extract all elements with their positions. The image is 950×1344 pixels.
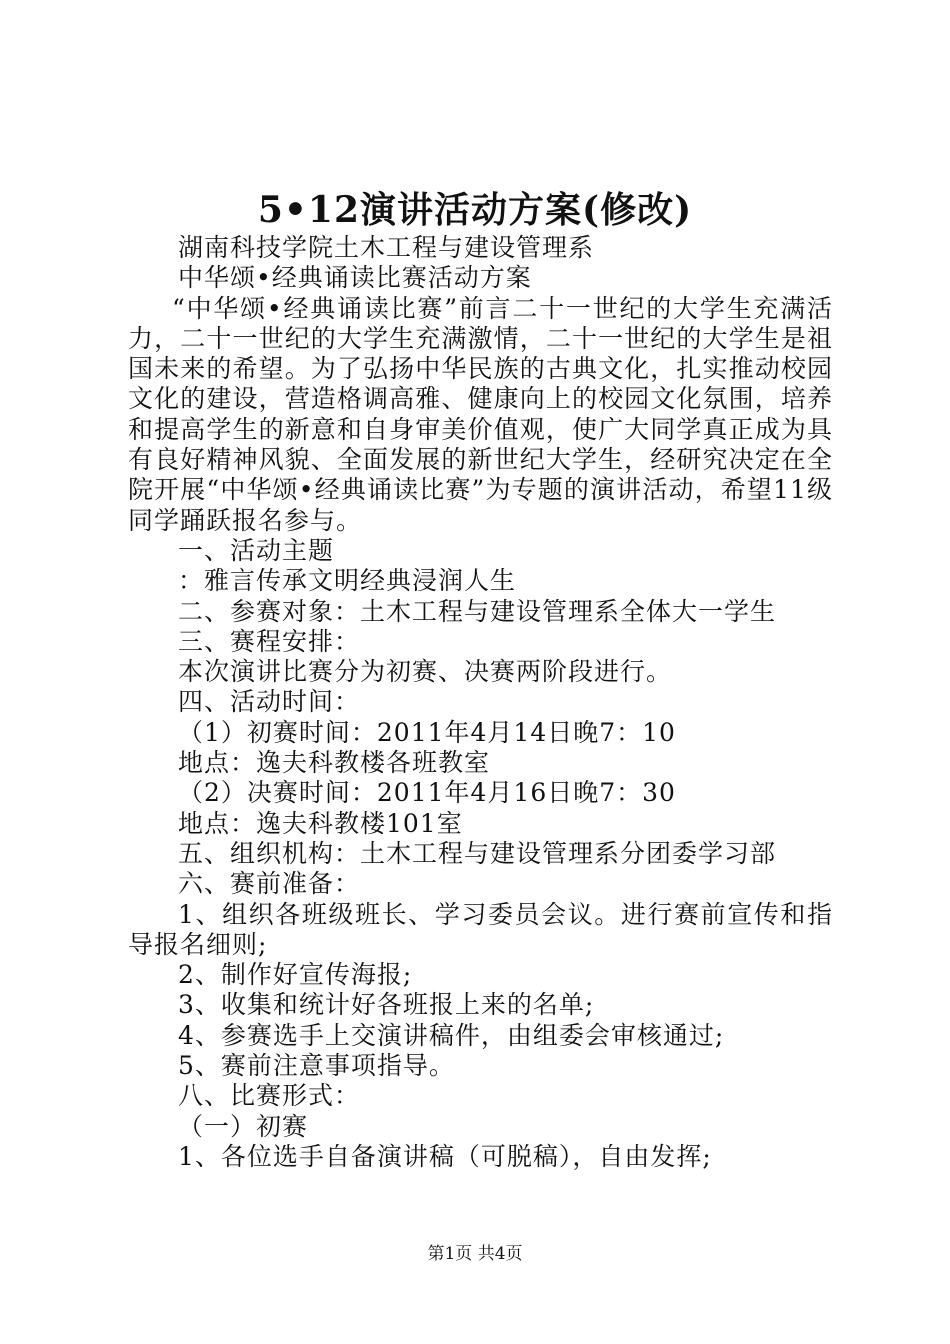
document-body: [128, 233, 833, 1172]
list-item: 5、赛前注意事项指导。: [178, 1051, 455, 1081]
paragraph: “中华颂•经典诵读比赛”前言二十一世纪的大学生充满活力，二十一世纪的大学生充满激情，二十一世纪的大学生是祖国未来的希望。为了弘扬中华民族的古典文化，扎实推动校园文化的建设，营造格调高雅、健康向上的校园文化氛围，培养和提高学生的新意和自身审美价值观，使广大同学真正成为具有良好精神风貌、全面发展的新世纪大学生，经研究决定在全院开展“中华颂•经典诵读比赛”为专题的演讲活动，希望11级同学踊跃报名参与。: [128, 293, 833, 535]
section-heading: 四、活动时间：: [178, 687, 361, 717]
subsection-heading: （一）初赛: [178, 1111, 309, 1141]
page-footer: 第1页 共4页: [427, 1244, 523, 1264]
section-heading: 一、活动主题: [178, 535, 335, 565]
section-heading: 二、参赛对象：土木工程与建设管理系全体大一学生: [178, 596, 777, 626]
list-item: 4、参赛选手上交演讲稿件，由组委会审核通过;: [178, 1020, 725, 1050]
paragraph: 地点：逸夫科教楼各班教室: [178, 748, 491, 778]
list-item: 2、制作好宣传海报;: [178, 960, 413, 990]
section-heading: 五、组织机构：土木工程与建设管理系分团委学习部: [178, 838, 777, 868]
paragraph: （2）决赛时间：2011年4月16日晚7：30: [178, 778, 676, 808]
section-heading: 三、赛程安排：: [178, 626, 361, 656]
list-item: 1、各位选手自备演讲稿（可脱稿），自由发挥;: [178, 1141, 712, 1171]
paragraph: 地点：逸夫科教楼101室: [178, 808, 463, 838]
paragraph: 湖南科技学院土木工程与建设管理系: [178, 233, 595, 262]
paragraph: （1）初赛时间：2011年4月14日晚7：10: [178, 717, 676, 747]
document-title: 5•12演讲活动方案(修改): [257, 189, 693, 231]
paragraph: ：雅言传承文明经典浸润人生: [178, 566, 517, 596]
section-heading: 八、比赛形式：: [178, 1081, 361, 1111]
paragraph: 中华颂•经典诵读比赛活动方案: [178, 263, 532, 293]
list-item: 1、组织各班级班长、学习委员会议。进行赛前宣传和指导报名细则;: [128, 899, 833, 959]
section-heading: 六、赛前准备：: [178, 869, 361, 899]
list-item: 3、收集和统计好各班报上来的名单;: [178, 990, 595, 1020]
paragraph: 本次演讲比赛分为初赛、决赛两阶段进行。: [178, 657, 673, 687]
